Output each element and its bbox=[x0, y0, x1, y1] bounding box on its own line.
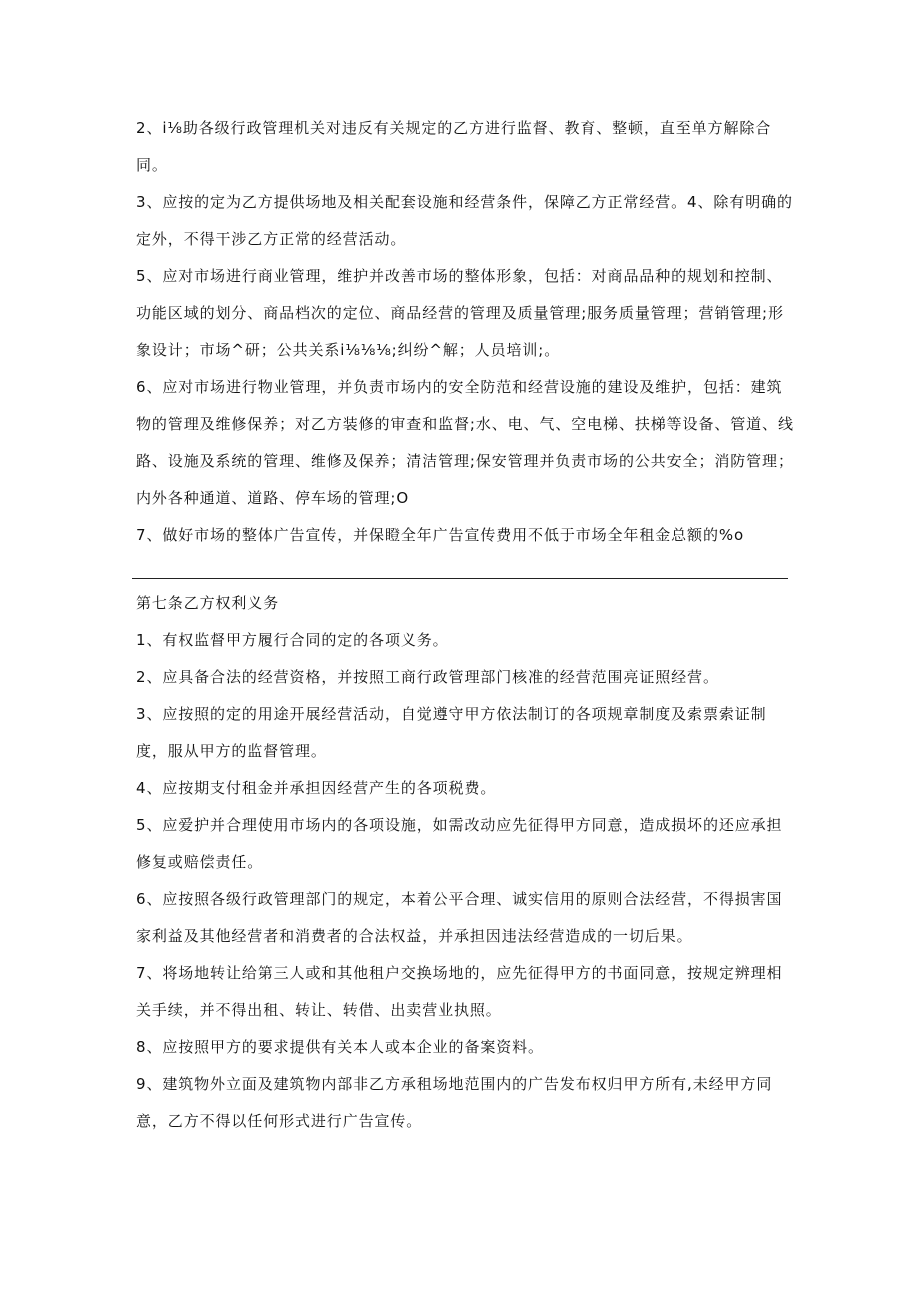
section-title: 第七条乙方权利义务 bbox=[136, 594, 280, 612]
clause-5: 5、应对市场进行商业管理，维护并改善市场的整体形象，包括：对商品品种的规划和控制、功能区域的划分、商品档次的定位、商品经营的管理及质量管理;服务质量管理；营销管理;形象设计；市场^研；公共关系i⅛⅛⅛;纠纷^解；人员培训;。 bbox=[136, 267, 784, 359]
lessee-clause-4: 4、应按期支付租金并承担因经营产生的各项税费。 bbox=[136, 779, 497, 797]
section-divider bbox=[132, 578, 788, 579]
lessee-clause-3: 3、应按照的定的用途开展经营活动，自觉遵守甲方依法制订的各项规章制度及索票索证制度，服从甲方的监督管理。 bbox=[136, 705, 767, 760]
lessee-clause-8: 8、应按照甲方的要求提供有关本人或本企业的备案资料。 bbox=[136, 1038, 544, 1056]
clause-7: 7、做好市场的整体广告宣传，并保瞪全年广告宣传费用不低于市场全年租金总额的%o bbox=[136, 526, 745, 544]
lessee-clause-6: 6、应按照各级行政管理部门的规定，本着公平合理、诚实信用的原则合法经营，不得损害国家利益及其他经营者和消费者的合法权益，并承担因违法经营造成的一切后果。 bbox=[136, 890, 783, 945]
clause-6: 6、应对市场进行物业管理，并负责市场内的安全防范和经营设施的建设及维护，包括：建筑物的管理及维修保养；对乙方装修的审查和监督;水、电、气、空电梯、扶梯等设备、管道、线路、设施及系统的管理、维修及保养；清洁管理;保安管理并负责市场的公共安全；消防管理；内外各种通道、道路、停车场的管理;O bbox=[136, 378, 794, 507]
lessee-clause-1: 1、有权监督甲方履行合同的定的各项义务。 bbox=[136, 631, 449, 649]
lessee-rights-section bbox=[136, 585, 796, 1140]
clause-2: 2、i⅛助各级行政管理机关对违反有关规定的乙方进行监督、教育、整顿，直至单方解除合同。 bbox=[136, 119, 772, 174]
lessee-clause-7: 7、将场地转让给第三人或和其他租户交换场地的，应先征得甲方的书面同意，按规定辨理相关手续，并不得出租、转让、转借、出卖营业执照。 bbox=[136, 964, 783, 1019]
lessee-clause-5: 5、应爱护并合理使用市场内的各项设施，如需改动应先征得甲方同意，造成损坏的还应承担修复或赔偿责任。 bbox=[136, 816, 783, 871]
lessee-clause-9: 9、建筑物外立面及建筑物内部非乙方承租场地范围内的广告发布权归甲方所有,未经甲方同意，乙方不得以任何形式进行广告宣传。 bbox=[136, 1075, 773, 1130]
clause-3-4: 3、应按的定为乙方提供场地及相关配套设施和经营条件，保障乙方正常经营。4、除有明确的定外，不得干涉乙方正常的经营活动。 bbox=[136, 193, 793, 248]
lessee-clause-2: 2、应具备合法的经营资格，并按照工商行政管理部门核准的经营范围亮证照经营。 bbox=[136, 668, 719, 686]
lessor-obligations-section bbox=[136, 110, 796, 554]
